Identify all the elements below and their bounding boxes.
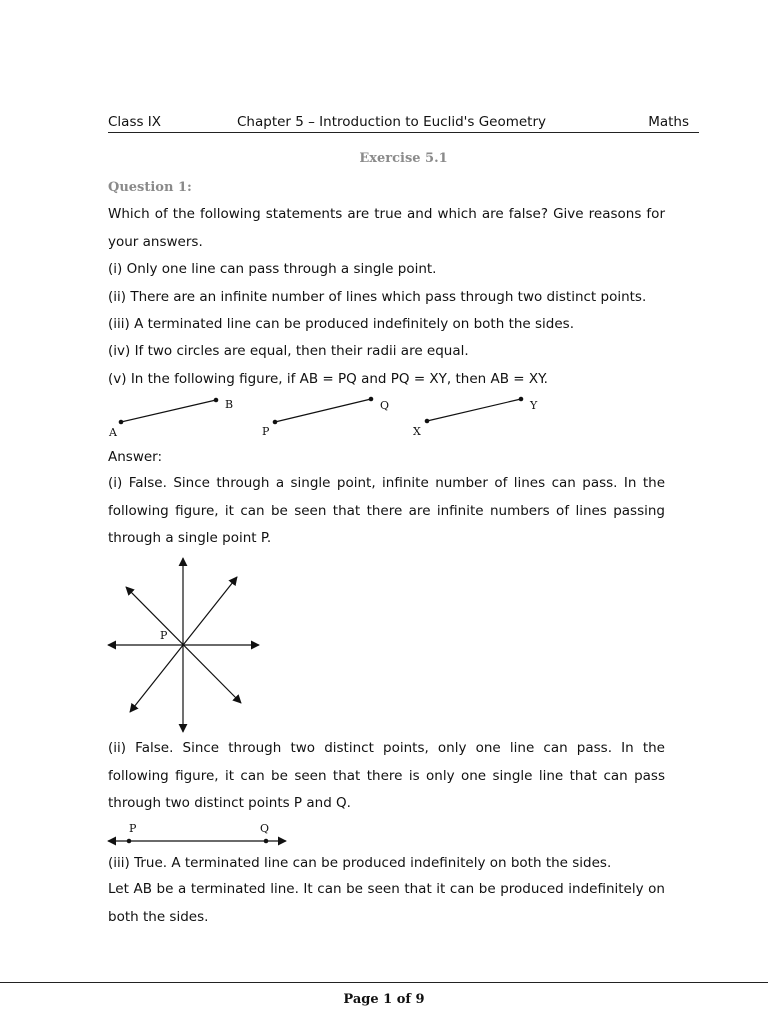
statement-iv: (iv) If two circles are equal, then their radii are equal. <box>108 343 469 359</box>
label-x: X <box>413 425 421 438</box>
label-line-p: P <box>129 822 137 835</box>
line-pq-figure <box>100 820 300 850</box>
answer-iii-line2: Let AB be a terminated line. It can be seen that it can be produced indefinitely on both the sides. <box>108 881 665 925</box>
statement-iii: (iii) A terminated line can be produced indefinitely on both the sides. <box>108 316 574 332</box>
segment-xy <box>413 397 538 438</box>
statement-v: (v) In the following figure, if AB = PQ and PQ = XY, then AB = XY. <box>108 371 548 387</box>
answer-iii-line1: (iii) True. A terminated line can be produced indefinitely on both the sides. <box>108 855 612 871</box>
label-line-q: Q <box>260 822 270 835</box>
page-header <box>108 112 699 133</box>
label-p: P <box>262 425 270 438</box>
label-q: Q <box>380 399 390 412</box>
statement-i: (i) Only one line can pass through a single point. <box>108 261 437 277</box>
label-point-p: P <box>160 629 168 642</box>
question-label: Question 1: <box>108 180 192 195</box>
question-text: Which of the following statements are true and which are false? Give reasons for your answers. <box>108 206 665 250</box>
segment-ab <box>108 398 233 439</box>
label-a: A <box>109 426 117 439</box>
header-class: Class IX <box>108 114 162 130</box>
segments-figure <box>100 390 560 445</box>
answer-ii-text: (ii) False. Since through two distinct points, only one line can pass. In the following figure, it can be seen that there is only one single line that can pass through two distinct points P and Q. <box>108 740 665 811</box>
exercise-title: Exercise 5.1 <box>359 151 448 166</box>
lines-through-point-figure <box>100 552 270 737</box>
header-chapter: Chapter 5 – Introduction to Euclid's Geometry <box>237 114 547 130</box>
page-footer: Page 1 of 9 <box>343 992 425 1007</box>
footer-divider <box>0 982 768 983</box>
label-b: B <box>225 398 234 411</box>
label-y: Y <box>530 399 538 412</box>
statement-ii: (ii) There are an infinite number of lines which pass through two distinct points. <box>108 289 647 305</box>
header-subject: Maths <box>648 114 689 130</box>
answer-label: Answer: <box>108 449 163 465</box>
segment-pq <box>262 397 389 438</box>
answer-i-text: (i) False. Since through a single point, infinite number of lines can pass. In the following figure, it can be seen that there are infinite numbers of lines passing through a single point P. <box>108 475 665 546</box>
